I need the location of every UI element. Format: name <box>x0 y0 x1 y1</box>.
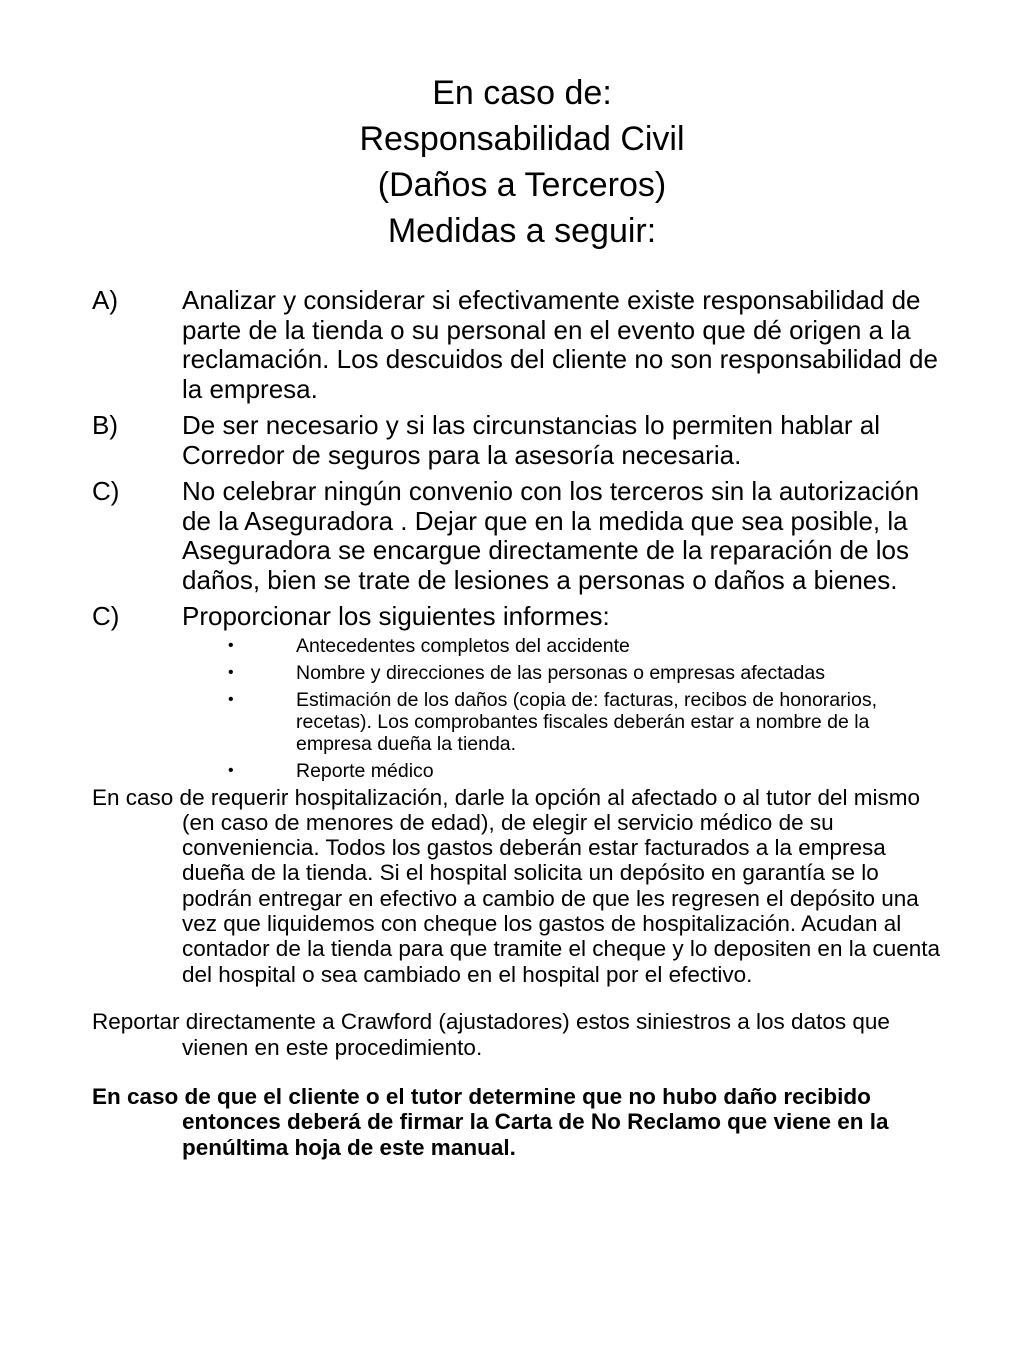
item-text: No celebrar ningún convenio con los terceros sin la autorización de la Aseguradora . Dejar que en la medida que sea posible, la Aseguradora se encargue directamente de la reparación de los daños, bien se trate de lesiones a personas o daños a bienes. <box>182 476 920 595</box>
bullet-text: Nombre y direcciones de las personas o empresas afectadas <box>296 661 825 684</box>
hospitalization-paragraph: En caso de requerir hospitalización, darle la opción al afectado o al tutor del mismo (en caso de menores de edad), de elegir el servicio médico de su conveniencia. Todos los gastos deberán estar facturados a la empresa dueña de la tienda. Si el hospital solicita un depósito en garantía se lo podrán entregar en efectivo a cambio de que les regresen el depósito una vez que liquidemos con cheque los gastos de hospitalización. Acudan al contador de la tienda para que tramite el cheque y lo depositen en la cuenta del hospital o sea cambiado en el hospital por el efectivo. <box>92 784 941 987</box>
procedure-item-c <box>92 477 942 595</box>
bullet-item <box>92 662 942 684</box>
procedure-list <box>92 286 942 1166</box>
title-line-1: En caso de: <box>432 74 612 112</box>
title-line-2: Responsabilidad Civil <box>359 120 685 158</box>
bullet-item <box>92 689 942 755</box>
bullet-text: Estimación de los daños (copia de: facturas, recibos de honorarios, recetas). Los comprobantes fiscales deberán estar a nombre de la empresa dueña la tienda. <box>296 688 877 755</box>
item-text: Analizar y considerar si efectivamente existe responsabilidad de parte de la tienda o su personal en el evento que dé origen a la reclamación. Los descuidos del cliente no son responsabilidad de la empresa. <box>182 285 938 404</box>
bullet-item <box>92 760 942 782</box>
item-letter: A) <box>92 285 118 315</box>
procedure-item-a <box>92 286 942 404</box>
bullet-item <box>92 635 942 657</box>
reports-bullet-list <box>92 635 942 782</box>
item-text: De ser necesario y si las circunstancias lo permiten hablar al Corredor de seguros para la asesoría necesaria. <box>182 410 880 470</box>
procedure-item-c-reports <box>92 602 942 632</box>
item-text: Proporcionar los siguientes informes: <box>182 601 610 631</box>
item-letter: C) <box>92 601 120 631</box>
bullet-text: Antecedentes completos del accidente <box>296 634 630 657</box>
bullet-icon: • <box>228 761 234 779</box>
report-paragraph: Reportar directamente a Crawford (ajustadores) estos siniestros a los datos que vienen en este procedimiento. <box>92 1009 890 1060</box>
title-line-3: (Daños a Terceros) <box>377 166 667 204</box>
item-letter: C) <box>92 476 120 506</box>
bullet-icon: • <box>228 636 234 654</box>
title-line-4: Medidas a seguir: <box>387 212 657 250</box>
bullet-text: Reporte médico <box>296 759 434 782</box>
procedure-item-b <box>92 411 942 470</box>
no-claim-paragraph: En caso de que el cliente o el tutor determine que no hubo daño recibido entonces deberá de firmar la Carta de No Reclamo que viene en la penúltima hoja de este manual. <box>92 1083 889 1160</box>
page-title <box>0 70 1024 254</box>
bullet-icon: • <box>228 663 234 681</box>
bullet-icon: • <box>228 690 234 708</box>
item-letter: B) <box>92 410 118 440</box>
